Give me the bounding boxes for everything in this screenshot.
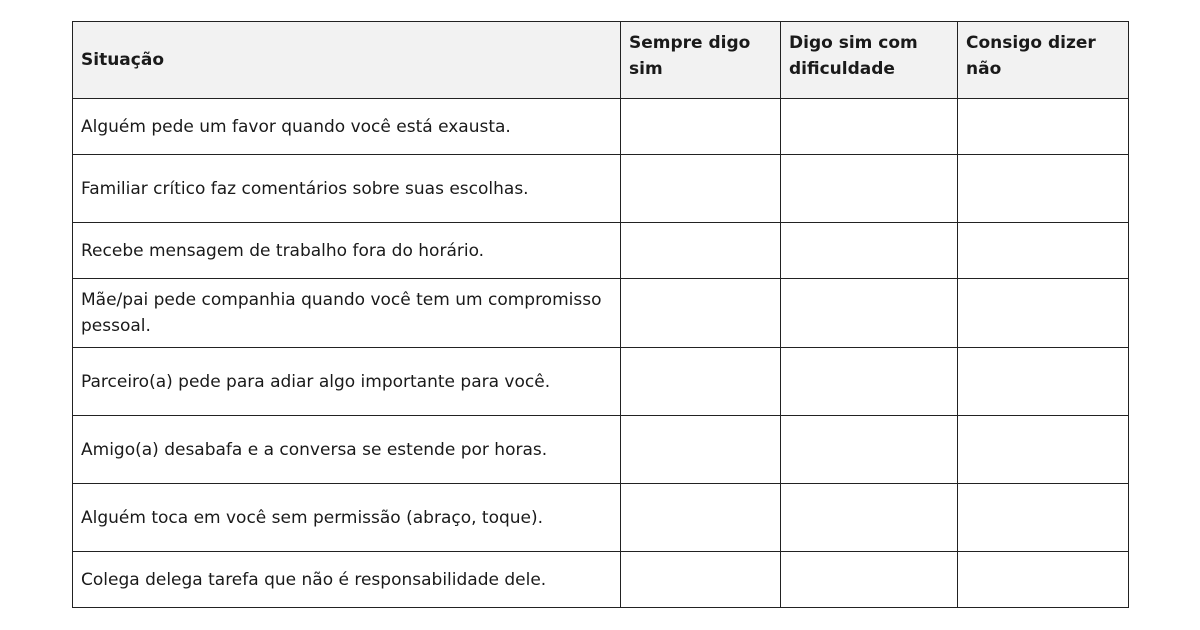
table-row bbox=[73, 223, 1129, 279]
can-say-no-cell[interactable] bbox=[958, 279, 1129, 348]
can-say-no-cell[interactable] bbox=[958, 155, 1129, 223]
yes-with-difficulty-cell[interactable] bbox=[781, 416, 958, 484]
table-row bbox=[73, 155, 1129, 223]
table-row bbox=[73, 348, 1129, 416]
can-say-no-cell[interactable] bbox=[958, 99, 1129, 155]
header-yes-with-difficulty: Digo sim com dificuldade bbox=[781, 22, 958, 99]
always-yes-cell[interactable] bbox=[621, 552, 781, 608]
always-yes-cell[interactable] bbox=[621, 279, 781, 348]
yes-with-difficulty-cell[interactable] bbox=[781, 155, 958, 223]
yes-with-difficulty-cell[interactable] bbox=[781, 348, 958, 416]
always-yes-cell[interactable] bbox=[621, 484, 781, 552]
situation-cell: Alguém pede um favor quando você está exausta. bbox=[73, 99, 621, 155]
situation-cell: Amigo(a) desabafa e a conversa se estende por horas. bbox=[73, 416, 621, 484]
always-yes-cell[interactable] bbox=[621, 223, 781, 279]
can-say-no-cell[interactable] bbox=[958, 348, 1129, 416]
yes-with-difficulty-cell[interactable] bbox=[781, 279, 958, 348]
can-say-no-cell[interactable] bbox=[958, 552, 1129, 608]
yes-with-difficulty-cell[interactable] bbox=[781, 223, 958, 279]
situation-cell: Mãe/pai pede companhia quando você tem um compromisso pessoal. bbox=[73, 279, 621, 348]
situation-cell: Familiar crítico faz comentários sobre suas escolhas. bbox=[73, 155, 621, 223]
table-row bbox=[73, 99, 1129, 155]
situation-cell: Colega delega tarefa que não é responsabilidade dele. bbox=[73, 552, 621, 608]
table-wrapper bbox=[72, 21, 1128, 608]
header-always-yes: Sempre digo sim bbox=[621, 22, 781, 99]
boundaries-table bbox=[72, 21, 1129, 608]
table-row bbox=[73, 279, 1129, 348]
always-yes-cell[interactable] bbox=[621, 416, 781, 484]
can-say-no-cell[interactable] bbox=[958, 416, 1129, 484]
yes-with-difficulty-cell[interactable] bbox=[781, 552, 958, 608]
can-say-no-cell[interactable] bbox=[958, 223, 1129, 279]
always-yes-cell[interactable] bbox=[621, 348, 781, 416]
always-yes-cell[interactable] bbox=[621, 155, 781, 223]
situation-cell: Parceiro(a) pede para adiar algo importante para você. bbox=[73, 348, 621, 416]
header-can-say-no: Consigo dizer não bbox=[958, 22, 1129, 99]
table-row bbox=[73, 484, 1129, 552]
always-yes-cell[interactable] bbox=[621, 99, 781, 155]
yes-with-difficulty-cell[interactable] bbox=[781, 484, 958, 552]
table-row bbox=[73, 552, 1129, 608]
header-situation: Situação bbox=[73, 22, 621, 99]
yes-with-difficulty-cell[interactable] bbox=[781, 99, 958, 155]
can-say-no-cell[interactable] bbox=[958, 484, 1129, 552]
situation-cell: Recebe mensagem de trabalho fora do horário. bbox=[73, 223, 621, 279]
table-row bbox=[73, 416, 1129, 484]
situation-cell: Alguém toca em você sem permissão (abraço, toque). bbox=[73, 484, 621, 552]
table-header-row bbox=[73, 22, 1129, 99]
